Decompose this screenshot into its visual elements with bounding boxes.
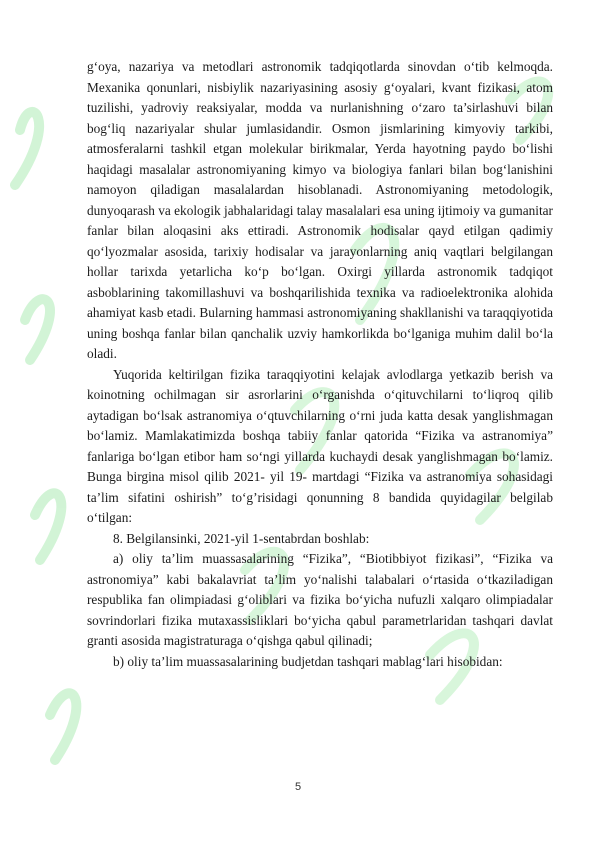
watermark-stroke xyxy=(25,299,50,360)
watermark-stroke xyxy=(15,112,39,185)
watermark-stroke xyxy=(50,693,76,760)
paragraph: 8. Belgilansinki, 2021-yil 1-sentabrdan boshlab: xyxy=(113,530,370,546)
page-number: 5 xyxy=(294,781,302,793)
paragraph: g‘oya, nazariya va metodlari astronomik tadqiqotlarda sinovdan o‘tib kelmoqda. Mexanika qonunlari, nisbiylik nazariyasining asosiy g‘oyalari, kvant fizikasi, atom tuzilishi, yadroviy reaksiyalar, modda va nurlanishning o‘zaro ta’sirlashuvi bilan bog‘liq nazariyalar shular jumlasidandir. Osmon jismlarining kimyoviy tarkibi, atmosferalarni tashkil etgan molekular birikmalar, Yerda hayotning paydo bo‘lishi haqidagi masalalar astronomiyaning kimyo va biologiya fanlari bilan bog‘lanishini namoyon qiladigan masalalardan hisoblanadi. Astronomiyaning metodologik, dunyoqarash va ekologik jabhalaridagi talay masalalari esa uning ijtimoiy va gumanitar fanlar bilan aloqasini aks ettiradi. Astronomik hodisalar qayd etilgan qadimiy qo‘lyozmalar asosida, tarixiy hodisalar va jarayonlarning aniq vaqtlari belgilangan hollar tarixda yetarlicha ko‘p bo‘lgan. Oxirgi yillarda astronomik tadqiqot asboblarining takomillashuvi va boshqarilishida texnika va radioelektronika alohida ahamiyat kasb etadi. Bularning hammasi astronomiyaning shakllanishi va taraqqiyotida uning boshqa fanlar bilan qanchalik uzviy hamkorlikda bo‘lganiga muhim dalil bo‘la oladi. xyxy=(87,59,553,361)
body-text xyxy=(87,57,553,672)
paragraph: Yuqorida keltirilgan fizika taraqqiyotini kelajak avlodlarga yetkazib berish va koinotning ochilmagan sir asrorlarini o‘rganishda o‘qituvchilarni to‘liqroq qilib aytadigan bo‘lsak astranomiya o‘qtuvchilarning o‘rni juda katta desak yanglishmagan bo‘lamiz. Mamlakatimizda boshqa tabiiy fanlar qatorida “Fizika va astranomiya” fanlariga bo‘lgan etibor ham so‘ngi yillarda kuchaydi desak yanglishmagan bo‘lamiz. Bunga birgina misol qilib 2021- yil 19- martdagi “Fizika va astranomiya sohasidagi ta’lim sifatini oshirish” to‘g’risidagi qonunning 8 bandida quyidagilar belgilab o‘tilgan: xyxy=(87,366,553,525)
watermark-stroke xyxy=(35,493,61,560)
paragraph: b) oliy ta’lim muassasalarining budjetdan tashqari mablag‘lari hisobidan: xyxy=(113,653,503,669)
paragraph: a) oliy ta’lim muassasalarining “Fizika”, “Biotibbiyot fizikasi”, “Fizika va astronomiya” kabi bakalavriat ta’lim yo‘nalishi talabalari o‘rtasida o‘tkaziladigan respublika fan olimpiadasi g‘oliblari va fizika bo‘yicha nufuzli xalqaro olimpiadalar sovrindorlari fizika mutaxassisliklari bo‘yicha qabul parametrlaridan tashqari davlat granti asosida magistraturaga o‘qishga qabul qilinadi; xyxy=(87,551,553,648)
